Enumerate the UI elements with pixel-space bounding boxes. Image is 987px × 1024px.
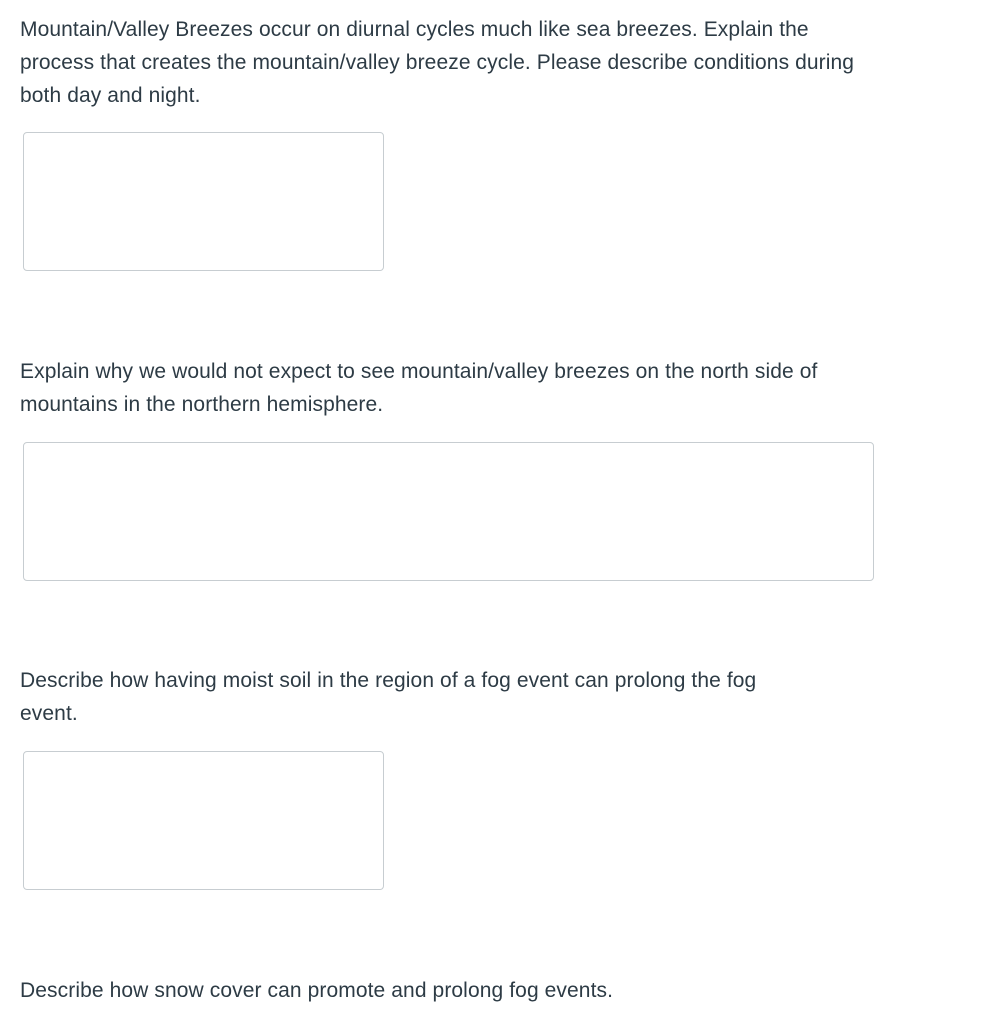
- question-2-answer-box[interactable]: [23, 442, 874, 581]
- question-1-answer-box[interactable]: [23, 132, 384, 271]
- question-3-prompt: Describe how having moist soil in the region of a fog event can prolong the fog event.: [20, 669, 757, 725]
- question-4-prompt: Describe how snow cover can promote and prolong fog events.: [20, 979, 614, 1002]
- question-2-prompt: Explain why we would not expect to see mountain/valley breezes on the north side of mountains in the northern hemisphere.: [20, 360, 818, 416]
- question-1-prompt: Mountain/Valley Breezes occur on diurnal cycles much like sea breezes. Explain the process that creates the mountain/valley breeze cycle. Please describe conditions during both day and night.: [20, 18, 855, 107]
- question-3-answer-box[interactable]: [23, 751, 384, 890]
